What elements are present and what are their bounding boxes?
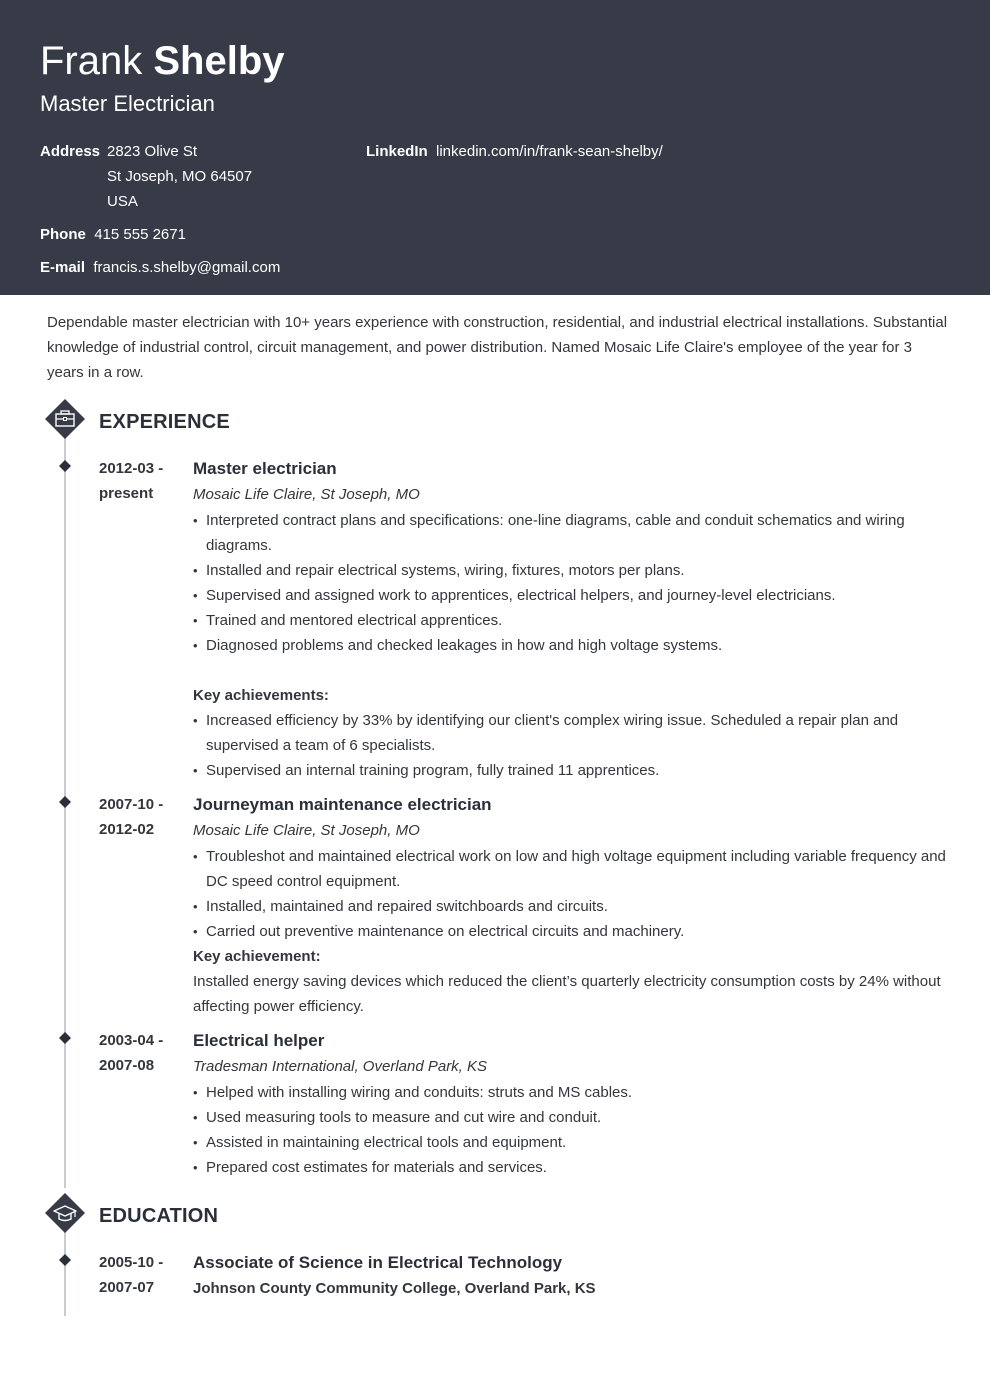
entry-date: 2003-04 - 2007-08 xyxy=(99,1032,164,1074)
school-name: Johnson County Community College, Overland Park, KS xyxy=(193,1280,596,1297)
list-item: • Assisted in maintaining electrical tools and equipment. xyxy=(193,1130,953,1155)
experience-timeline xyxy=(64,438,66,1188)
profile-summary: Dependable master electrician with 10+ years experience with construction, residential, and industrial electrical installations. Substantial knowledge of industrial control, circuit management, and power distribution. Named Mosaic Life Claire's employee of the year for 3 years in a row. xyxy=(47,314,948,381)
education-timeline xyxy=(64,1232,66,1316)
list-item: • Used measuring tools to measure and cut wire and conduit. xyxy=(193,1105,953,1130)
job-role: Master electrician xyxy=(193,459,337,478)
duties-list xyxy=(193,844,953,944)
briefcase-icon xyxy=(45,399,85,439)
list-item: • Supervised an internal training program, fully trained 11 apprentices. xyxy=(193,758,953,783)
company-name: Mosaic Life Claire, St Joseph, MO xyxy=(193,822,420,839)
list-item: • Installed and repair electrical systems, wiring, fixtures, motors per plans. xyxy=(193,558,953,583)
address-line: 2823 Olive St xyxy=(107,143,198,160)
list-item: • Prepared cost estimates for materials and services. xyxy=(193,1155,953,1180)
email-row xyxy=(40,255,280,280)
company-name: Mosaic Life Claire, St Joseph, MO xyxy=(193,486,420,503)
email-label: E-mail xyxy=(40,259,86,276)
entry-body xyxy=(193,456,953,783)
entry-body xyxy=(193,1250,953,1302)
duties-list xyxy=(193,1080,953,1180)
entry-body xyxy=(193,792,953,1019)
timeline-dot xyxy=(59,1032,71,1044)
last-name: Shelby xyxy=(153,39,285,83)
address-label: Address xyxy=(40,143,101,160)
experience-heading: EXPERIENCE xyxy=(99,411,230,433)
timeline-dot xyxy=(59,460,71,472)
email-link[interactable]: francis.s.shelby@gmail.com xyxy=(93,259,281,276)
list-item: • Trained and mentored electrical apprentices. xyxy=(193,608,953,633)
list-item: • Carried out preventive maintenance on electrical circuits and machinery. xyxy=(193,919,953,944)
entry-date: 2012-03 - present xyxy=(99,460,164,502)
graduation-cap-icon xyxy=(45,1193,85,1233)
list-item: • Diagnosed problems and checked leakages in how and high voltage systems. xyxy=(193,633,953,658)
degree-name: Associate of Science in Electrical Technology xyxy=(193,1253,563,1272)
job-role: Electrical helper xyxy=(193,1031,325,1050)
duties-list xyxy=(193,508,953,658)
list-item: • Supervised and assigned work to apprentices, electrical helpers, and journey-level electricians. xyxy=(193,583,953,608)
job-role: Journeyman maintenance electrician xyxy=(193,795,492,814)
achievement-text: Installed energy saving devices which reduced the client’s quarterly electricity consumption costs by 24% without affecting power efficiency. xyxy=(193,973,941,1015)
list-item: • Helped with installing wiring and conduits: struts and MS cables. xyxy=(193,1080,953,1105)
list-item: • Installed, maintained and repaired switchboards and circuits. xyxy=(193,894,953,919)
resume-header xyxy=(0,0,990,295)
entry-date: 2007-10 - 2012-02 xyxy=(99,796,164,838)
list-item: • Troubleshot and maintained electrical work on low and high voltage equipment including variable frequency and DC speed control equipment. xyxy=(193,844,953,894)
company-name: Tradesman International, Overland Park, KS xyxy=(193,1058,488,1075)
phone-row xyxy=(40,222,186,247)
linkedin-row xyxy=(366,139,663,164)
timeline-dot xyxy=(59,796,71,808)
candidate-name xyxy=(40,38,285,84)
achievement-label: Key achievement: xyxy=(193,948,321,965)
linkedin-link[interactable]: linkedin.com/in/frank-sean-shelby/ xyxy=(436,143,663,160)
phone-label: Phone xyxy=(40,226,86,243)
achievements-list xyxy=(193,708,953,783)
address-line: St Joseph, MO 64507 xyxy=(107,168,253,185)
linkedin-label: LinkedIn xyxy=(366,143,428,160)
job-title: Master Electrician xyxy=(40,91,215,116)
timeline-dot xyxy=(59,1254,71,1266)
achievements-label: Key achievements: xyxy=(193,687,329,704)
list-item: • Interpreted contract plans and specifications: one-line diagrams, cable and conduit schematics and wiring diagrams. xyxy=(193,508,953,558)
entry-body xyxy=(193,1028,953,1180)
phone-value: 415 555 2671 xyxy=(94,226,186,243)
address-value xyxy=(107,139,252,214)
education-heading: EDUCATION xyxy=(99,1205,219,1227)
first-name: Frank xyxy=(40,39,143,83)
address-line: USA xyxy=(107,193,138,210)
list-item: • Increased efficiency by 33% by identifying our client's complex wiring issue. Scheduled a repair plan and supervised a team of 6 specialists. xyxy=(193,708,953,758)
entry-date: 2005-10 - 2007-07 xyxy=(99,1254,164,1296)
